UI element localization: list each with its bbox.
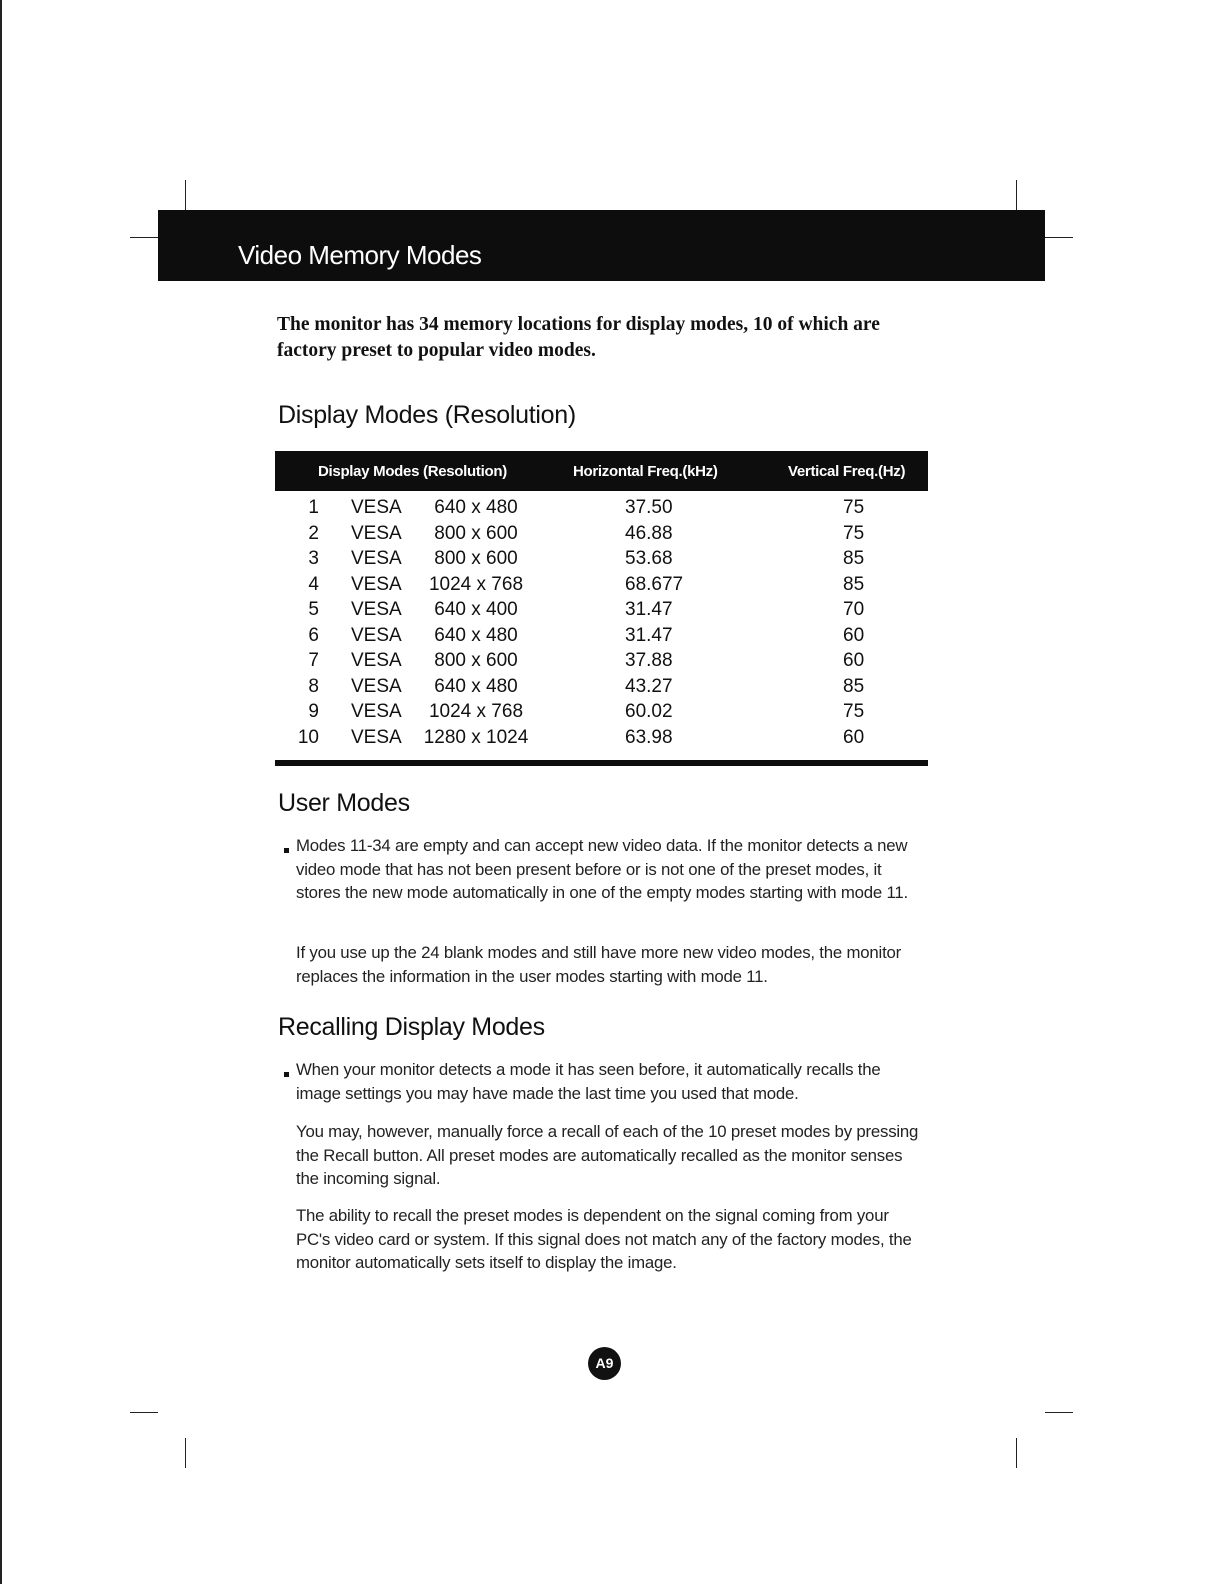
table-body <box>275 495 928 750</box>
mode-resolution: 640 x 400 <box>434 599 518 620</box>
intro-text: The monitor has 34 memory locations for display modes, 10 of which are factory preset to popular video modes. <box>277 314 880 361</box>
mode-horizontal-freq: 46.88 <box>625 522 673 544</box>
crop-mark-bottom-left-v <box>185 1438 186 1468</box>
recalling-paragraph-2: You may, however, manually force a recall of each of the 10 preset modes by pressing the Recall button. All preset modes are automatically recalled as the monitor senses the incoming signal. <box>296 1122 919 1188</box>
mode-vertical-freq: 75 <box>843 701 865 722</box>
table-row <box>275 572 928 598</box>
crop-mark-top-left-h <box>130 237 158 238</box>
mode-number: 3 <box>308 548 319 569</box>
table-header <box>275 451 928 491</box>
column-header-display-modes: Display Modes (Resolution) <box>318 463 507 480</box>
mode-horizontal-freq: 63.98 <box>625 726 673 748</box>
mode-number: 9 <box>308 701 319 722</box>
mode-vertical-freq: 60 <box>843 726 865 748</box>
table-row <box>275 725 928 751</box>
recalling-paragraph-3: The ability to recall the preset modes is dependent on the signal coming from your PC's video card or system. If this signal does not match any of the factory modes, the monitor automatically sets itself to display the image. <box>296 1206 912 1272</box>
crop-mark-bottom-right-v <box>1016 1438 1017 1468</box>
mode-number: 6 <box>308 624 319 646</box>
mode-vertical-freq: 85 <box>843 573 865 595</box>
mode-number: 1 <box>308 497 319 518</box>
crop-mark-bottom-right-h <box>1045 1412 1073 1413</box>
crop-mark-top-right-h <box>1045 237 1073 238</box>
mode-resolution: 640 x 480 <box>434 624 518 646</box>
mode-resolution: 800 x 600 <box>434 548 518 569</box>
mode-number: 4 <box>308 573 319 595</box>
bullet-icon <box>284 848 289 853</box>
mode-horizontal-freq: 31.47 <box>625 599 673 620</box>
mode-horizontal-freq: 60.02 <box>625 701 673 722</box>
mode-standard: VESA <box>351 497 402 518</box>
mode-resolution: 1280 x 1024 <box>423 726 529 748</box>
mode-number: 2 <box>308 522 319 544</box>
table-row <box>275 546 928 572</box>
mode-standard: VESA <box>351 522 402 544</box>
table-row <box>275 699 928 725</box>
mode-vertical-freq: 85 <box>843 675 865 697</box>
column-header-vertical-freq: Vertical Freq.(Hz) <box>788 463 906 480</box>
mode-vertical-freq: 70 <box>843 599 865 620</box>
mode-standard: VESA <box>351 624 402 646</box>
recalling-paragraph-1: When your monitor detects a mode it has seen before, it automatically recalls the image settings you may have made the last time you used that mode. <box>296 1060 881 1103</box>
table-row <box>275 495 928 521</box>
mode-horizontal-freq: 37.50 <box>625 497 673 518</box>
bullet-icon <box>284 1072 289 1077</box>
mode-standard: VESA <box>351 726 402 748</box>
mode-standard: VESA <box>351 675 402 697</box>
mode-horizontal-freq: 37.88 <box>625 650 673 671</box>
mode-standard: VESA <box>351 650 402 671</box>
table-row <box>275 597 928 623</box>
recalling-heading: Recalling Display Modes <box>278 1013 545 1041</box>
mode-horizontal-freq: 31.47 <box>625 624 673 646</box>
mode-number: 5 <box>308 599 319 620</box>
mode-standard: VESA <box>351 599 402 620</box>
mode-vertical-freq: 75 <box>843 497 865 518</box>
mode-horizontal-freq: 53.68 <box>625 548 673 569</box>
page-left-edge <box>0 0 2 1584</box>
mode-standard: VESA <box>351 548 402 569</box>
table-row <box>275 648 928 674</box>
mode-vertical-freq: 85 <box>843 548 865 569</box>
crop-mark-top-right-v <box>1016 180 1017 210</box>
mode-standard: VESA <box>351 573 402 595</box>
mode-resolution: 800 x 600 <box>434 650 518 671</box>
mode-horizontal-freq: 68.677 <box>625 573 684 595</box>
mode-resolution: 640 x 480 <box>434 497 518 518</box>
mode-resolution: 800 x 600 <box>434 522 518 544</box>
page-title: Video Memory Modes <box>238 240 482 270</box>
column-header-horizontal-freq: Horizontal Freq.(kHz) <box>573 463 718 480</box>
mode-resolution: 640 x 480 <box>434 675 518 697</box>
user-modes-paragraph-1: Modes 11-34 are empty and can accept new video data. If the monitor detects a new video mode that has not been present before or is not one of the preset modes, it stores the new mode automatically in one of the empty modes starting with mode 11. <box>296 836 908 902</box>
mode-vertical-freq: 60 <box>843 624 865 646</box>
mode-resolution: 1024 x 768 <box>428 701 524 722</box>
table-row <box>275 623 928 649</box>
page-number-badge: A9 <box>588 1347 621 1380</box>
user-modes-paragraph-2: If you use up the 24 blank modes and still have more new video modes, the monitor replaces the information in the user modes starting with mode 11. <box>296 943 902 986</box>
mode-standard: VESA <box>351 701 402 722</box>
mode-number: 7 <box>308 650 319 671</box>
mode-vertical-freq: 60 <box>843 650 865 671</box>
mode-number: 8 <box>308 675 319 697</box>
table-bottom-rule <box>275 760 928 766</box>
mode-resolution: 1024 x 768 <box>428 573 524 595</box>
table-row <box>275 674 928 700</box>
crop-mark-bottom-left-h <box>130 1412 158 1413</box>
user-modes-heading: User Modes <box>278 789 410 817</box>
display-modes-heading: Display Modes (Resolution) <box>278 401 576 429</box>
table-row <box>275 521 928 547</box>
mode-horizontal-freq: 43.27 <box>625 675 673 697</box>
crop-mark-top-left-v <box>185 180 186 210</box>
mode-number: 10 <box>297 726 319 748</box>
mode-vertical-freq: 75 <box>843 522 865 544</box>
